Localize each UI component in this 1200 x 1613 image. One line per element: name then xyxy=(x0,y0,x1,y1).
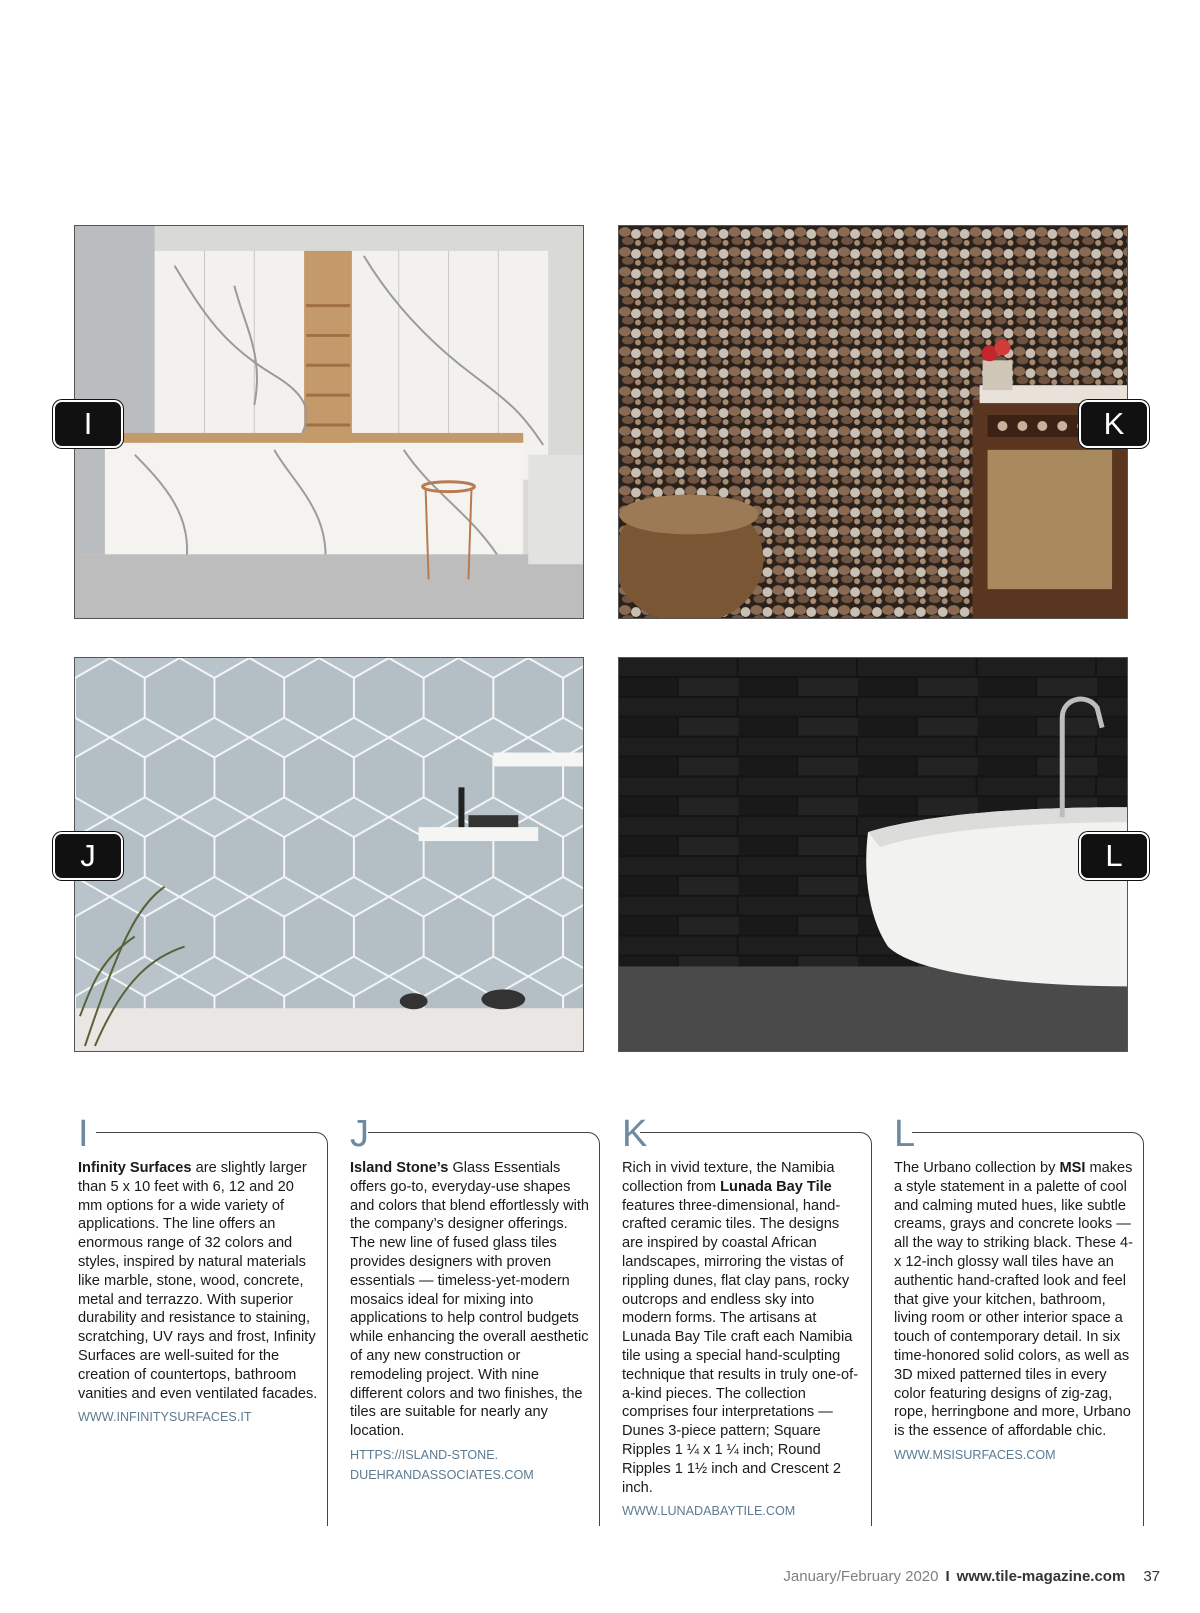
description-intro: Rich in vivid texture, the Namibia collection from xyxy=(622,1160,835,1195)
column-letter: J xyxy=(350,1113,369,1155)
column-letter: I xyxy=(78,1113,89,1155)
column-letter: K xyxy=(622,1113,648,1155)
footer-separator: I xyxy=(945,1568,950,1585)
photo-marble-kitchen xyxy=(74,225,584,619)
website-link[interactable]: www.tile-magazine.com xyxy=(956,1568,1126,1585)
brand-name: Lunada Bay Tile xyxy=(720,1178,832,1195)
photo-label-k: K xyxy=(1079,400,1149,448)
product-column-k xyxy=(620,1113,872,1526)
description: features three-dimensional, hand-crafted ceramic tiles. The designs are inspired by coastal African landscapes, mirroring the vistas of rippling dunes, flat clay pans, rocky outcrops and endless sky into modern forms. The artisans at Lunada Bay Tile craft each Namibia tile using a special hand-sculpting technique that results in truly one-of-a-kind pieces. The collection comprises four interpretations — Dunes 3-piece pattern; Square Ripples 1 ¼ x 1 ¼ inch; Round Ripples 1 1½ inch and Crescent 2 inch. xyxy=(622,1197,859,1496)
product-column-l xyxy=(892,1113,1144,1526)
product-column-i xyxy=(76,1113,328,1526)
description: are slightly larger than 5 x 10 feet with 6, 12 and 20 mm options for a wide variety of applications. The line offers an enormous range of 32 colors and styles, inspired by natural materials like marble, stone, wood, concrete, metal and terrazzo. With superior durability and resistance to staining, scratching, UV rays and frost, Infinity Surfaces are well-suited for the creation of countertops, bathroom vanities and even ventilated facades. xyxy=(78,1160,318,1402)
photo-black-subway-tiles-bathtub xyxy=(618,657,1128,1052)
photo-label-i: I xyxy=(53,400,123,448)
description: Glass Essentials offers go-to, everyday-use shapes and colors that blend effortlessly with the company’s designer offerings. The new line of fused glass tiles provides designers with proven essentials — timeless-yet-modern mosaics ideal for mixing into applications to help control budgets while enhancing the overall aesthetic of any new construction or remodeling project. With nine different colors and two finishes, the tiles are suitable for nearly any location. xyxy=(350,1160,590,1440)
product-column-j xyxy=(348,1113,600,1526)
website-link[interactable]: WWW.LUNADABAYTILE.COM xyxy=(622,1504,796,1519)
column-body xyxy=(350,1159,590,1485)
photo-label-j: J xyxy=(53,832,123,880)
photo-hexagon-glass-tiles xyxy=(74,657,584,1052)
column-body xyxy=(894,1159,1134,1465)
photo-label-l: L xyxy=(1079,832,1149,880)
description: makes a style statement in a palette of cool and calming muted hues, like subtle creams, grays and concrete looks — all the way to striking black. These 4- x 12-inch glossy wall tiles have an authentic hand-crafted look and feel that give your kitchen, bathroom, living room or other interior space a touch of contemporary detail. In six time-honored solid colors, as well as 3D mixed patterned tiles in every color featuring designs of zig-zag, rope, herringbone and more, Urbano is the essence of affordable chic. xyxy=(894,1160,1134,1440)
brand-name: Island Stone’s xyxy=(350,1160,449,1176)
column-body xyxy=(622,1159,862,1521)
website-link-line-1: HTTPS://ISLAND-STONE. xyxy=(350,1447,499,1462)
website-link[interactable]: WWW.INFINITYSURFACES.IT xyxy=(78,1410,252,1425)
column-body xyxy=(78,1159,318,1427)
photo-pebble-mosaic xyxy=(618,225,1128,619)
page-number: 37 xyxy=(1143,1568,1160,1585)
page-footer xyxy=(783,1568,1160,1585)
description-intro: The Urbano collection by xyxy=(894,1160,1060,1176)
website-link[interactable] xyxy=(350,1445,590,1485)
issue-date: January/February 2020 xyxy=(783,1568,939,1585)
brand-name: MSI xyxy=(1059,1160,1086,1176)
column-letter: L xyxy=(894,1113,916,1155)
brand-name: Infinity Surfaces xyxy=(78,1160,192,1176)
website-link[interactable]: WWW.MSISURFACES.COM xyxy=(894,1447,1056,1462)
website-link-line-2: DUEHRANDASSOCIATES.COM xyxy=(350,1467,534,1482)
